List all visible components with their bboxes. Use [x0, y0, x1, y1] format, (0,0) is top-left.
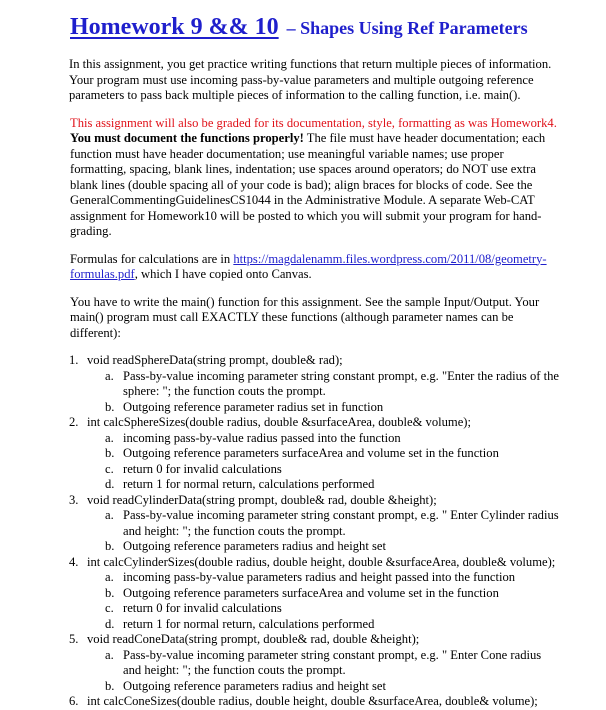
- requirement-text: Outgoing reference parameters surfaceArea and volume set in the function: [123, 585, 499, 600]
- page-title: [70, 8, 560, 43]
- requirement-letter: b.: [105, 539, 115, 553]
- requirement-text: return 0 for invalid calculations: [123, 601, 282, 615]
- function-signature: int calcSphereSizes(double radius, double &surfaceArea, double& volume);: [87, 415, 471, 429]
- function-requirements: [87, 369, 560, 416]
- function-signature: int calcCylinderSizes(double radius, double height, double &surfaceArea, double& volume);: [87, 554, 556, 569]
- grading-details: The file must have header documentation; each function must have header documentation; use meaningful variable names; use proper formatting, spacing, blank lines, indentation; use spaces around operators; do NOT use extra blank lines (double spacing all of your code is bad); align braces for blocks of code. See the GeneralCommentingGuidelinesCS1044 in the Administrative Module. A separate Web-CAT assignment for Homework10 will be posted to which you will submit your program for hand-grading.: [70, 131, 546, 238]
- function-signature: int calcConeSizes(double radius, double height, double &surfaceArea, double& volume);: [87, 694, 538, 708]
- function-number: 3.: [69, 492, 79, 507]
- requirement-item: [105, 679, 560, 695]
- requirement-item: [105, 446, 560, 462]
- requirement-letter: b.: [105, 399, 115, 414]
- requirement-text: return 1 for normal return, calculations performed: [123, 477, 375, 491]
- requirement-text: Outgoing reference parameters radius and height set: [123, 678, 386, 693]
- requirement-text: return 1 for normal return, calculations performed: [123, 616, 375, 631]
- requirement-letter: b.: [105, 678, 115, 693]
- requirement-letter: c.: [105, 601, 114, 615]
- requirement-item: [105, 431, 560, 447]
- requirement-item: [105, 601, 560, 617]
- function-requirements: [87, 508, 560, 555]
- document-page: [70, 8, 560, 710]
- function-item: [69, 555, 560, 633]
- function-number: 1.: [69, 353, 79, 367]
- requirement-item: [105, 462, 560, 478]
- formulas-before: Formulas for calculations are in: [70, 251, 234, 266]
- function-item: [69, 632, 560, 694]
- requirement-text: incoming pass-by-value parameters radius and height passed into the function: [123, 570, 516, 584]
- grading-paragraph: [70, 116, 560, 240]
- function-signature: void readConeData(string prompt, double& rad, double &height);: [87, 632, 420, 646]
- requirement-item: [105, 369, 560, 400]
- formulas-paragraph: [70, 252, 560, 283]
- grading-emphasis: You must document the functions properly!: [70, 131, 304, 145]
- requirement-item: [105, 570, 560, 586]
- requirement-text: incoming pass-by-value radius passed into the function: [123, 430, 401, 445]
- function-number: 2.: [69, 415, 79, 429]
- requirement-text: Outgoing reference parameter radius set in function: [123, 399, 384, 414]
- requirement-item: [105, 648, 560, 679]
- function-item: [69, 694, 560, 710]
- requirement-item: [105, 539, 560, 555]
- requirement-text: Pass-by-value incoming parameter string constant prompt, e.g. " Enter Cone radius and height: "; the function couts the prompt.: [123, 647, 542, 677]
- requirement-item: [105, 400, 560, 416]
- formulas-link[interactable]: https://magdalenamm.files.wordpress.com/2011/08/geometry-formulas.pdf: [70, 251, 547, 281]
- requirement-item: [105, 586, 560, 602]
- function-item: [69, 415, 560, 493]
- requirement-letter: a.: [105, 368, 114, 383]
- requirement-letter: b.: [105, 446, 115, 460]
- function-number: 6.: [69, 694, 79, 708]
- requirement-letter: a.: [105, 508, 114, 522]
- requirement-text: Pass-by-value incoming parameter string constant prompt, e.g. " Enter Cylinder radius and height: "; the function couts the prompt.: [123, 508, 559, 538]
- requirement-text: Outgoing reference parameters radius and height set: [123, 539, 386, 553]
- requirement-letter: c.: [105, 461, 114, 476]
- title-subtitle: – Shapes Using Ref Parameters: [286, 18, 528, 38]
- requirement-letter: d.: [105, 477, 115, 491]
- function-number: 4.: [69, 554, 79, 569]
- requirement-letter: d.: [105, 616, 115, 631]
- function-item: [69, 353, 560, 415]
- title-main: Homework 9 && 10: [70, 14, 279, 40]
- requirement-text: return 0 for invalid calculations: [123, 461, 282, 476]
- main-paragraph: You have to write the main() function for this assignment. See the sample Input/Output. Your main() program must call EXACTLY these functions (although parameter names can be different):: [70, 294, 540, 340]
- requirement-text: Pass-by-value incoming parameter string constant prompt, e.g. "Enter the radius of the sphere: "; the function couts the prompt.: [123, 368, 560, 398]
- function-requirements: [87, 431, 560, 493]
- requirement-letter: b.: [105, 585, 115, 600]
- function-signature: void readCylinderData(string prompt, double& rad, double &height);: [87, 492, 437, 507]
- requirement-letter: a.: [105, 430, 114, 445]
- grading-notice: This assignment will also be graded for its documentation, style, formatting as was Homework4.: [70, 115, 557, 130]
- function-signature: void readSphereData(string prompt, double& rad);: [87, 353, 343, 367]
- requirement-item: [105, 477, 560, 493]
- requirement-item: [105, 617, 560, 633]
- requirement-text: Outgoing reference parameters surfaceArea and volume set in the function: [123, 446, 499, 460]
- intro-paragraph: In this assignment, you get practice writing functions that return multiple pieces of information. Your program must use incoming pass-by-value parameters and multiple outgoing reference parameters to pass back multiple pieces of information to the calling function, i.e. main().: [69, 57, 552, 102]
- function-number: 5.: [69, 632, 79, 646]
- requirement-letter: a.: [105, 647, 114, 662]
- requirement-letter: a.: [105, 570, 114, 584]
- function-requirements: [87, 648, 560, 695]
- function-requirements: [87, 570, 560, 632]
- function-item: [69, 493, 560, 555]
- formulas-after: , which I have copied onto Canvas.: [134, 267, 312, 281]
- requirement-item: [105, 508, 560, 539]
- function-list: [70, 353, 560, 710]
